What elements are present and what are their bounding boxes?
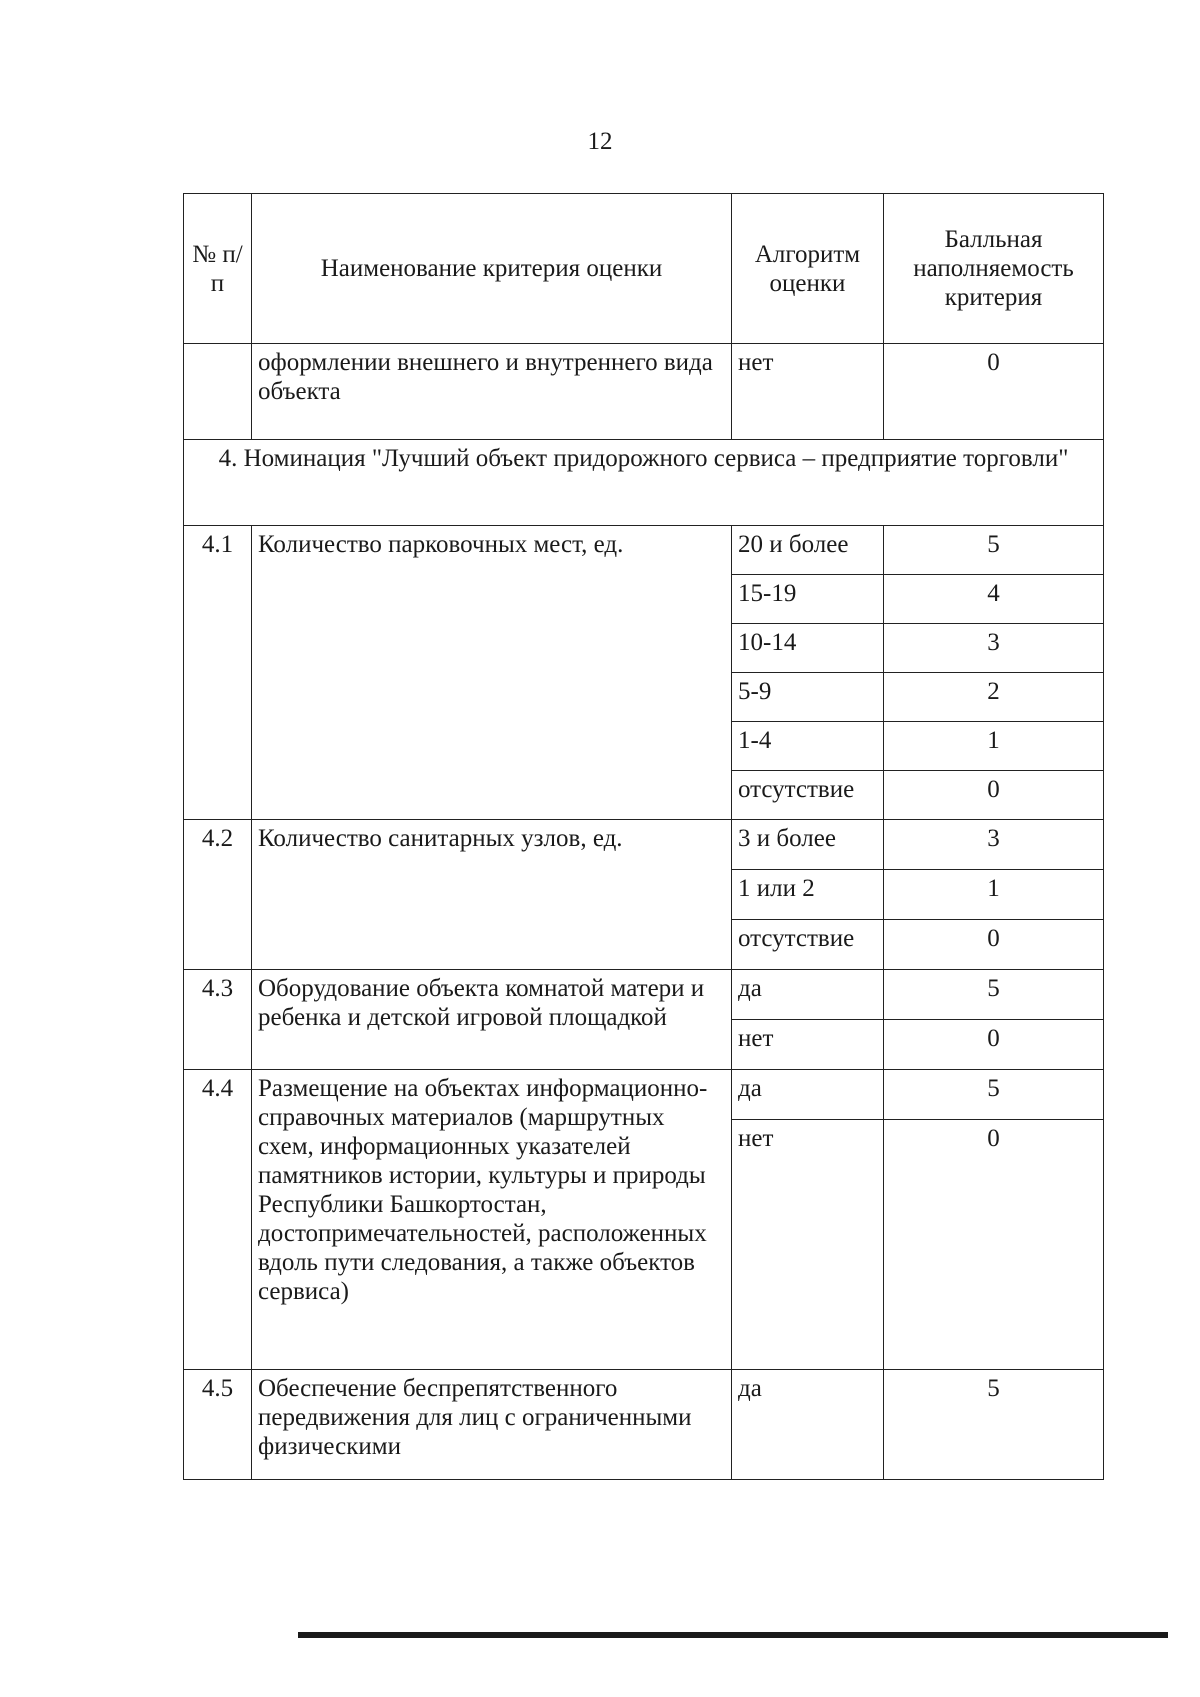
criterion-algorithm: 5-9 — [732, 673, 884, 722]
section-title: 4. Номинация "Лучший объект придорожного сервиса – предприятие торговли" — [184, 440, 1104, 526]
criterion-score: 5 — [884, 1070, 1104, 1120]
criterion-score: 0 — [884, 771, 1104, 820]
criterion-score: 5 — [884, 970, 1104, 1020]
criterion-score: 4 — [884, 575, 1104, 624]
criterion-score: 3 — [884, 624, 1104, 673]
criterion-score: 0 — [884, 1120, 1104, 1370]
criterion-score: 0 — [884, 1020, 1104, 1070]
criterion-algorithm: нет — [732, 1020, 884, 1070]
page-bottom-rule — [298, 1632, 1168, 1638]
header-row — [184, 194, 1104, 344]
section-row — [184, 440, 1104, 526]
criterion-algorithm: 1-4 — [732, 722, 884, 771]
criterion-algorithm: отсутствие — [732, 920, 884, 970]
header-score: Балльная наполняемость критерия — [884, 194, 1104, 344]
criterion-option-row — [184, 526, 1104, 575]
criterion-score: 1 — [884, 722, 1104, 771]
criterion-name: Размещение на объектах информационно-справочных материалов (маршрутных схем, информационных указателей памятников истории, культуры и природы Республики Башкортостан, достопримечательностей, расположенных вдоль пути следования, а также объектов сервиса) — [252, 1070, 732, 1370]
criterion-option-row — [184, 1070, 1104, 1120]
criterion-algorithm: 15-19 — [732, 575, 884, 624]
page-number: 12 — [587, 128, 613, 155]
criterion-algorithm: 20 и более — [732, 526, 884, 575]
criterion-algorithm: 10-14 — [732, 624, 884, 673]
criterion-name: Оборудование объекта комнатой матери и ребенка и детской игровой площадкой — [252, 970, 732, 1070]
criterion-number: 4.2 — [184, 820, 252, 970]
criterion-number: 4.1 — [184, 526, 252, 820]
criterion-number: 4.4 — [184, 1070, 252, 1370]
continuation-algorithm: нет — [732, 344, 884, 440]
continuation-num — [184, 344, 252, 440]
criterion-option-row — [184, 1370, 1104, 1480]
criterion-name: Количество парковочных мест, ед. — [252, 526, 732, 820]
criterion-algorithm: да — [732, 970, 884, 1020]
criterion-algorithm: нет — [732, 1120, 884, 1370]
header-name: Наименование критерия оценки — [252, 194, 732, 344]
header-algorithm: Алгоритм оценки — [732, 194, 884, 344]
criterion-name: Обеспечение беспрепятственного передвижения для лиц с ограниченными физическими — [252, 1370, 732, 1480]
criterion-algorithm: да — [732, 1070, 884, 1120]
criterion-algorithm: 1 или 2 — [732, 870, 884, 920]
header-num: № п/п — [184, 194, 252, 344]
criterion-score: 0 — [884, 920, 1104, 970]
criterion-number: 4.5 — [184, 1370, 252, 1480]
criterion-score: 2 — [884, 673, 1104, 722]
criterion-number: 4.3 — [184, 970, 252, 1070]
criterion-name: Количество санитарных узлов, ед. — [252, 820, 732, 970]
criterion-algorithm: 3 и более — [732, 820, 884, 870]
continuation-row — [184, 344, 1104, 440]
criterion-score: 3 — [884, 820, 1104, 870]
criterion-algorithm: отсутствие — [732, 771, 884, 820]
criterion-score: 5 — [884, 1370, 1104, 1480]
criterion-option-row — [184, 970, 1104, 1020]
continuation-score: 0 — [884, 344, 1104, 440]
criterion-score: 1 — [884, 870, 1104, 920]
criterion-algorithm: да — [732, 1370, 884, 1480]
criterion-option-row — [184, 820, 1104, 870]
criteria-table — [183, 193, 1104, 1480]
criterion-score: 5 — [884, 526, 1104, 575]
continuation-name: оформлении внешнего и внутреннего вида объекта — [252, 344, 732, 440]
